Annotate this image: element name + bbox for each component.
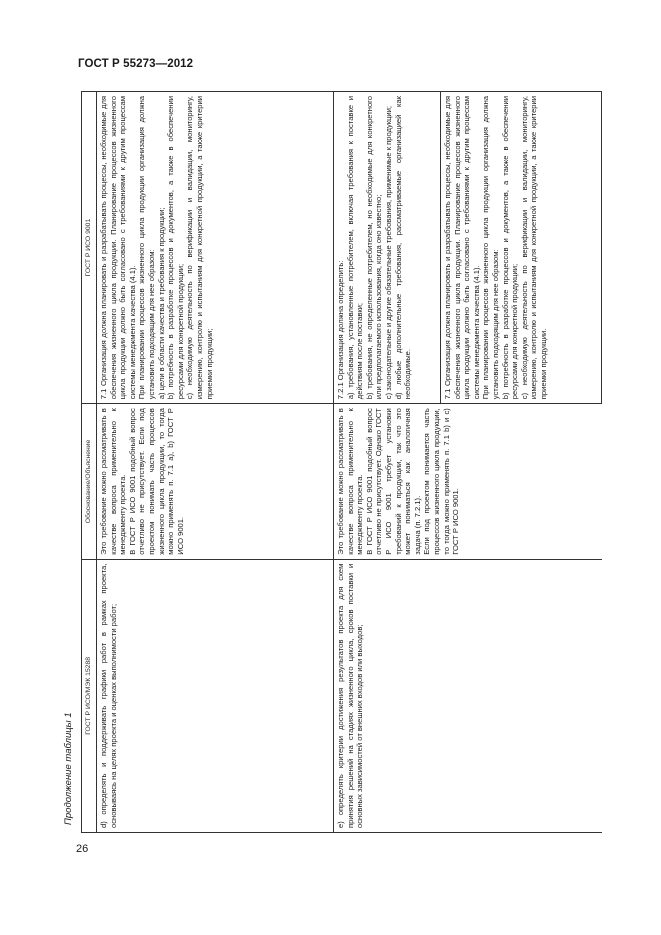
cell-paragraph: a) цели в области качества и требования к продукции; <box>156 207 166 400</box>
cell-paragraph: 7.1 Организация должна планировать и разрабатывать процессы, необходимые для обеспечения жизненного цикла продукции. Планирование процессов жизненного цикла продукции должно быть согласовано с требованиями к другим процессам системы менеджмента качества (4.1). <box>99 96 137 400</box>
cell-paragraph: При планировании процессов жизненного цикла продукции организация должна установить подходящим для нее образом: <box>481 96 500 400</box>
cell-paragraph: Если под проектом понимается часть процессов жизненного цикла продукции, то тогда можно применять п. 7.1 b) и с) ГОСТ Р ИСО 9001. <box>422 408 461 555</box>
cell-paragraph: При планировании процессов жизненного цикла продукции организация должна установить подходящим для нее образом: <box>137 96 156 400</box>
cell-paragraph: Это требование можно рассматривать в качестве вопроса применительно к менеджменту проекта. <box>336 408 365 555</box>
cell-paragraph: c) необходимую деятельность по верификации и валидации, мониторингу, измерению, контролю и испытаниям для конкретной продукции, а также критерии приемки продукции; <box>185 96 214 400</box>
cell-paragraph: В ГОСТ Р ИСО 9001 подобный вопрос отчетливо не присутствует. Однако ГОСТ Р ИСО 9001 требует установки требований к продукции, так что это может пониматься как аналогичная задача (п. 7.2.1). <box>364 408 422 555</box>
comparison-table <box>81 91 602 833</box>
cell-paragraph: e) определять критерии достижения результатов проекта для схем принятия решений на стадиях жизненного цикла, сроков поставки и основных зависимостей от внешних входов или выходов; <box>336 563 365 828</box>
cell-paragraph: 7.1 Организация должна планировать и разрабатывать процессы, необходимые для обеспечения жизненного цикла продукции. Планирование процессов жизненного цикла продукции должно быть согласовано с требованиями к другим процессам системы менеджмента качества (4.1). <box>443 96 481 400</box>
cell-paragraph: b) требования, не определенные потребителем, но необходимые для конкретного или предполагаемого использования, когда оно известно; <box>364 96 384 400</box>
header-justification: Обоснование/Объяснение <box>82 404 97 559</box>
cell-requirement-e <box>334 559 602 832</box>
table-caption: Продолжение таблицы 1 <box>63 712 74 825</box>
document-header-title: ГОСТ Р 55273—2012 <box>78 58 194 70</box>
cell-paragraph: a) требования, установленные потребителем, включая требования к поставке и действиям после поставки; <box>345 96 365 400</box>
table-row <box>334 92 441 833</box>
cell-requirement-d <box>97 559 334 832</box>
cell-paragraph: d) любые дополнительные требования, рассматриваемые организацией как необходимые. <box>393 96 413 400</box>
cell-justification-d <box>97 404 334 559</box>
cell-paragraph: d) определять и поддерживать графики работ в рамках проекта, основываясь на целях проекта и оценках выполнимости работ; <box>99 563 118 828</box>
table-row <box>97 92 334 833</box>
cell-paragraph: c) законодательные и другие обязательные требования, применимые к продукции; <box>383 105 393 400</box>
cell-paragraph: b) потребность в разработке процессов и документов, а также в обеспечении ресурсами для конкретной продукции; <box>166 96 185 400</box>
cell-iso9001-d <box>97 92 334 404</box>
cell-justification-e <box>334 404 602 559</box>
cell-paragraph: b) потребность в разработке процессов и документов, а также в обеспечении ресурсами для конкретной продукции; <box>500 96 520 400</box>
cell-paragraph: Это требование можно рассматривать в качестве вопроса применительно к менеджменту проекта. <box>99 408 128 555</box>
cell-paragraph: В ГОСТ Р ИСО 9001 подобный вопрос отчетливо не присутствует. Если под проектом понимать часть процессов жизненного цикла продукции, то тогда можно применять п. 7.1 а), b) ГОСТ Р ИСО 9001. <box>127 408 185 555</box>
page-number: 26 <box>76 843 89 855</box>
cell-paragraph: c) необходимую деятельность по верификации и валидации, мониторингу, измерению, контролю и испытаниям для конкретной продукции, а также критерии приемки продукции. <box>519 96 548 400</box>
cell-iso9001-e-71 <box>441 92 602 404</box>
table-header-row <box>82 92 97 833</box>
header-gost-iso-iec-15288: ГОСТ Р ИСО/МЭК 15288 <box>82 559 97 832</box>
header-gost-iso-9001: ГОСТ Р ИСО 9001 <box>82 92 97 404</box>
comparison-table-rotated <box>81 91 593 833</box>
cell-paragraph: 7.2.1 Организация должна определить: <box>336 260 345 400</box>
cell-iso9001-e-721 <box>334 92 441 404</box>
